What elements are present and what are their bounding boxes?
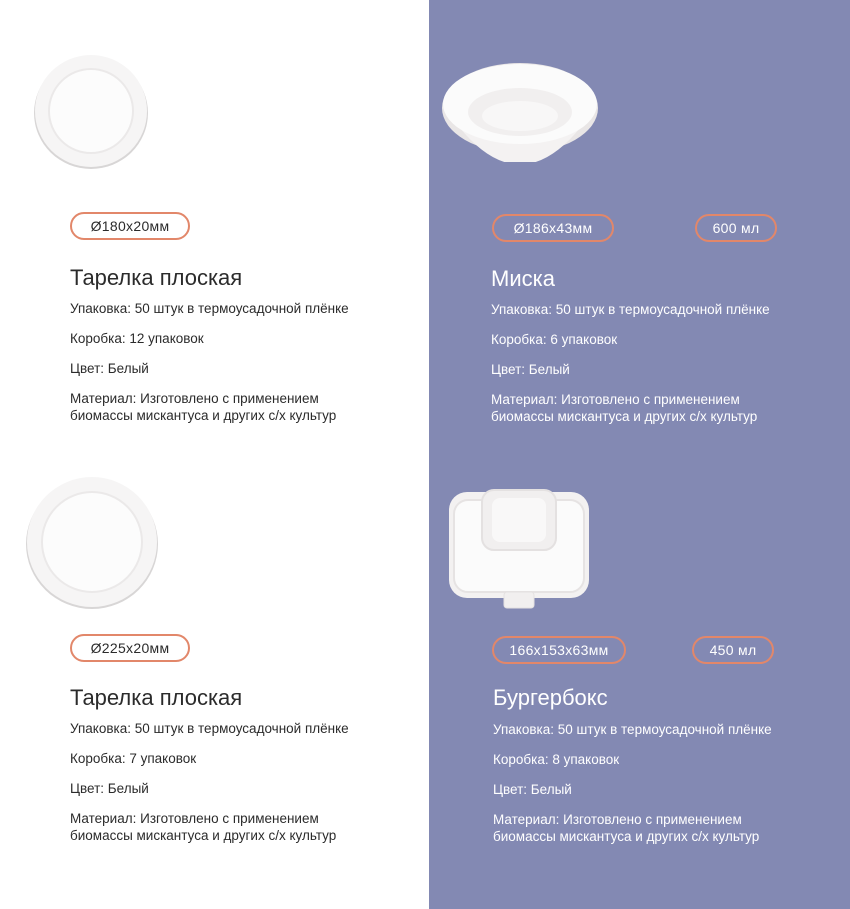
packaging-label: Упаковка: [493, 722, 554, 737]
material-line-2: биомассы мискантуса и других с/х культур [70, 828, 337, 843]
color-label: Цвет: [493, 782, 528, 797]
product-card-plate-225 [0, 420, 400, 843]
material-info [70, 810, 336, 844]
material-line-2: биомассы мискантуса и других с/х культур [493, 829, 760, 844]
product-title: Бургербокс [493, 685, 608, 710]
color-info [491, 361, 570, 378]
material-label: Материал: [70, 391, 137, 406]
color-value: Белый [107, 361, 149, 376]
product-card-burger-box [429, 420, 829, 844]
packaging-label: Упаковка: [491, 302, 552, 317]
material-info [493, 811, 759, 845]
packaging-value: 50 штук в термоусадочной плёнке [134, 301, 349, 316]
box-info [70, 750, 196, 767]
box-value: 12 упаковок [129, 331, 204, 346]
color-label: Цвет: [70, 781, 105, 796]
color-info [493, 781, 572, 798]
material-line-1: Изготовлено с применением [563, 812, 742, 827]
box-info [491, 331, 617, 348]
flat-plate-large-icon [22, 472, 162, 612]
bowl-icon [439, 58, 601, 162]
material-line-1: Изготовлено с применением [140, 811, 319, 826]
box-value: 7 упаковок [129, 751, 197, 766]
box-info [493, 751, 619, 768]
packaging-label: Упаковка: [70, 301, 131, 316]
color-value: Белый [107, 781, 149, 796]
color-label: Цвет: [70, 361, 105, 376]
size-badge: Ø180x20мм [70, 212, 190, 240]
box-info [70, 330, 204, 347]
size-badge: Ø186x43мм [492, 214, 614, 242]
packaging-label: Упаковка: [70, 721, 131, 736]
packaging-info [493, 721, 772, 738]
material-line-2: биомассы мискантуса и других с/х культур [491, 409, 758, 424]
volume-badge: 600 мл [695, 214, 777, 242]
size-badge: 166x153x63мм [492, 636, 626, 664]
box-label: Коробка: [493, 752, 549, 767]
box-label: Коробка: [491, 332, 547, 347]
color-info [70, 780, 149, 797]
box-value: 8 упаковок [552, 752, 620, 767]
color-label: Цвет: [491, 362, 526, 377]
flat-plate-small-icon [30, 50, 152, 172]
burger-box-icon [444, 482, 594, 617]
size-badge: Ø225x20мм [70, 634, 190, 662]
material-line-1: Изготовлено с применением [561, 392, 740, 407]
material-info [70, 390, 336, 424]
material-label: Материал: [70, 811, 137, 826]
product-title: Тарелка плоская [70, 265, 243, 290]
box-label: Коробка: [70, 751, 126, 766]
material-line-1: Изготовлено с применением [140, 391, 319, 406]
packaging-value: 50 штук в термоусадочной плёнке [557, 722, 772, 737]
material-label: Материал: [491, 392, 558, 407]
packaging-value: 50 штук в термоусадочной плёнке [555, 302, 770, 317]
box-value: 6 упаковок [550, 332, 618, 347]
color-info [70, 360, 149, 377]
product-card-plate-180 [0, 0, 400, 423]
product-title: Миска [491, 266, 555, 291]
material-label: Материал: [493, 812, 560, 827]
material-line-2: биомассы мискантуса и других с/х культур [70, 408, 337, 423]
packaging-value: 50 штук в термоусадочной плёнке [134, 721, 349, 736]
color-value: Белый [530, 782, 572, 797]
product-card-bowl [429, 0, 829, 424]
packaging-info [70, 300, 349, 317]
box-label: Коробка: [70, 331, 126, 346]
product-title: Тарелка плоская [70, 685, 243, 710]
packaging-info [70, 720, 349, 737]
packaging-info [491, 301, 770, 318]
color-value: Белый [528, 362, 570, 377]
volume-badge: 450 мл [692, 636, 774, 664]
